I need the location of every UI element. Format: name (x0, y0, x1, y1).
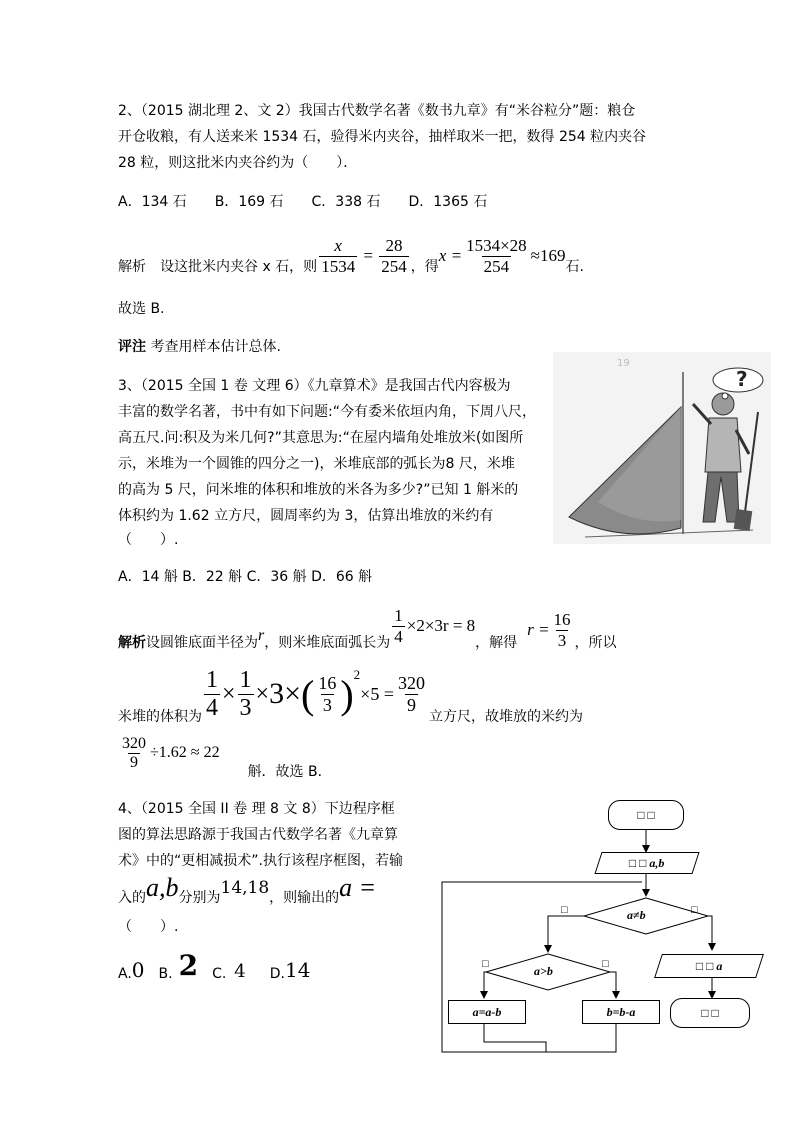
q2-choose: 故选 B. (118, 301, 165, 317)
flowchart-cond1-text: a≠b (627, 908, 646, 922)
q3-line-7: （ ）. (118, 532, 179, 548)
flowchart-no1: □ (691, 904, 698, 916)
q3-solution-line-3: $\frac{320}{9}$ ÷1.62 ≈ 22 斛．故选 B． (118, 728, 332, 778)
q2-equation-1: $\frac{x}{1534}$ = $\frac{28}{254}$ (321, 235, 407, 276)
q3-solution-line-1: 解析 设圆锥底面半径为 r ，则米堆底面弧长为 $\frac{1}{4}$ ×2×3r = 8 ，解得 r = $\frac{16}{3}$ ，所以 (118, 605, 617, 651)
q2-note (118, 336, 281, 356)
q2-note-label: 评注 (118, 339, 146, 355)
q3-solution-label: 解析 (118, 635, 146, 651)
q4-paren: （ ）. (118, 919, 179, 935)
q2-solution (118, 228, 584, 284)
q2-line-3: 28 粒，则这批米内夹谷约为（ ）． (118, 155, 358, 171)
decision-a-neq-b (584, 898, 708, 934)
flowchart-end: □ □ (670, 998, 750, 1028)
flowchart-yes2: □ (482, 958, 489, 970)
flowchart-yes1: □ (561, 904, 568, 916)
q3-volume-equation: $\frac{1}{4}$ × $\frac{1}{3}$ × 3× ( $\frac{16}{3}$ ) $^2$ ×5 = $\frac{320}{9}$ (206, 666, 425, 721)
q2-solution-mid: ，得 (410, 259, 439, 275)
q2-line-2: 开仓收粮，有人送来米 1534 石，验得米内夹谷，抽样取米一把，数得 254 粒内夹谷 (118, 129, 647, 145)
q4-line-3: 术》中的“更相减损术”.执行该程序框图，若输 (118, 853, 403, 869)
q3-equation-arc: $\frac{1}{4}$ ×2×3r = 8 (394, 605, 476, 646)
flowchart-start: □ □ (608, 800, 684, 830)
flowchart-output: □ □ a (654, 954, 764, 978)
q2-solution-prefix: 解析 设这批米内夹谷 x 石，则 (118, 259, 318, 275)
svg-text:?: ? (736, 367, 748, 391)
q3-equation-radius: r = $\frac{16}{3}$ (527, 609, 571, 650)
q2-equation-2: x = $\frac{1534\times 28}{254}$ ≈169 (438, 235, 566, 276)
flowchart-assign-a: a=a-b (448, 1000, 526, 1024)
q3-options: A．14 斛 B．22 斛 C．36 斛 D．66 斛 (118, 569, 373, 585)
q4-line-4: 入的 a,b 分别为 14,18 ，则输出的 a = (118, 873, 377, 906)
flowchart (436, 790, 776, 1060)
flowchart-cond2-text: a>b (534, 964, 553, 978)
flowchart-no2: □ (602, 958, 609, 970)
q4-line-1: 4、（2015 全国 II 卷 理 8 文 8）下边程序框 (118, 801, 395, 817)
q3-line-5: 的高为 5 尺，问米堆的体积和堆放的米各为多少?”已知 1 斛米的 (118, 482, 519, 498)
flowchart-input: □ □ a,b (594, 852, 699, 874)
q4-options: A. 0 B. 2 C. 4 D. 14 (118, 949, 311, 982)
q2-line-1: 2、（2015 湖北理 2、文 2）我国古代数学名著《数书九章》有“米谷粒分”题：粮仓 (118, 103, 636, 119)
q2-note-text: 考查用样本估计总体. (146, 339, 281, 355)
rice-pile-illustration (553, 352, 771, 544)
q4-line-2: 图的算法思路源于我国古代数学名著《九章算 (118, 827, 398, 843)
q2-options: A．134 石 B．169 石 C．338 石 D．1365 石 (118, 194, 488, 210)
q3-line-1: 3、（2015 全国 1 卷 文理 6）《九章算术》是我国古代内容极为 (118, 378, 511, 394)
q3-line-4: 示，米堆为一个圆锥的四分之一)，米堆底部的弧长为8 尺，米堆 (118, 456, 515, 472)
q3-line-6: 体积约为 1.62 立方尺，圆周率约为 3，估算出堆放的米约有 (118, 508, 494, 524)
q3-solution-line-2: 米堆的体积为 $\frac{1}{4}$ × $\frac{1}{3}$ × 3× ( $\frac{16}{3}$ ) $^2$ ×5 = $\frac{320}{9}$ 立方尺，故堆放的米约为 (118, 666, 583, 725)
flowchart-assign-b: b=b-a (582, 1000, 660, 1024)
q3-radius-symbol: r (258, 627, 265, 644)
q3-line-2: 丰富的数学名著，书中有如下问题:“今有委米依垣内角，下周八尺， (118, 404, 536, 420)
q2-solution-suffix: 石. (565, 259, 584, 275)
svg-text:19: 19 (617, 358, 630, 369)
q3-final-equation: $\frac{320}{9}$ ÷1.62 ≈ 22 (122, 734, 220, 771)
q3-line-3: 高五尺.问:积及为米几何?”其意思为:“在屋内墙角处堆放米(如图所 (118, 430, 524, 446)
